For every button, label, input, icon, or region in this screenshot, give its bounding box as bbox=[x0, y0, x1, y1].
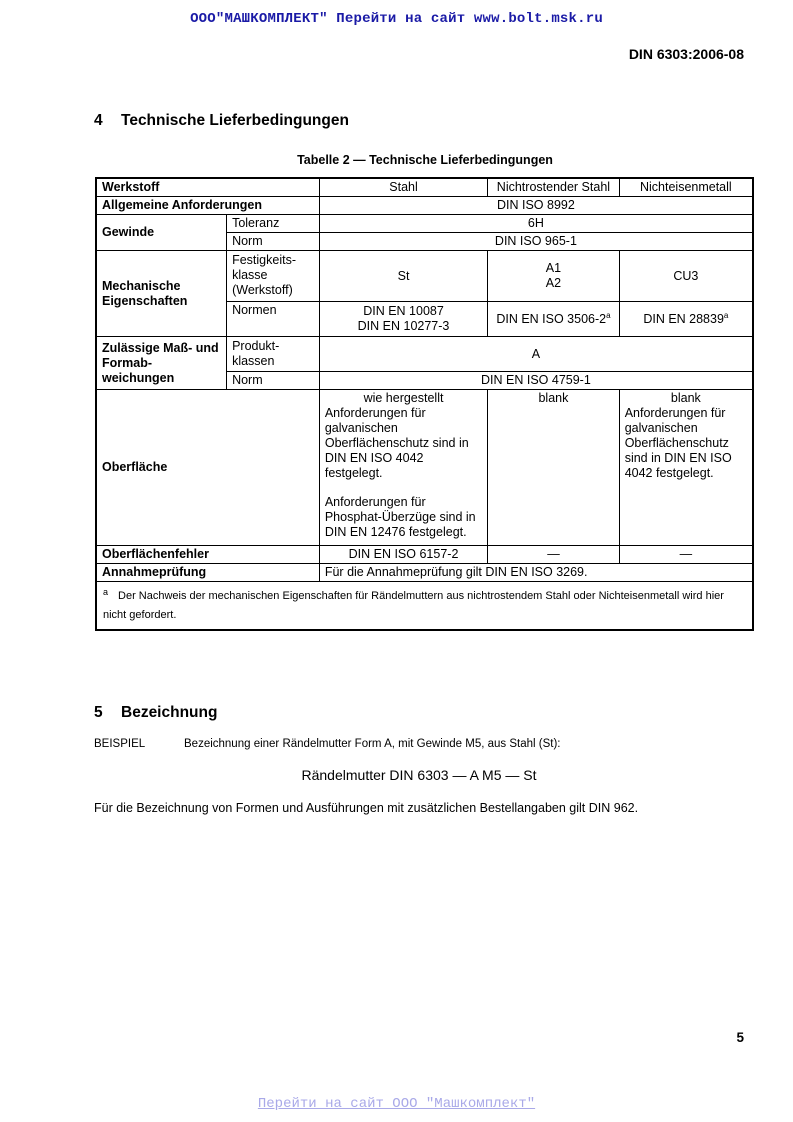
oberflaeche-stahl-p1: Anforderungen für galvanischen Oberflächenschutz sind in DIN EN ISO 4042 festgelegt. bbox=[324, 406, 469, 480]
oberflaeche-stahl-p2: Anforderungen für Phosphat-Überzüge sind in DIN EN 12476 festgelegt. bbox=[324, 495, 476, 539]
top-banner-link[interactable]: ООО"МАШКОМПЛЕКТ" Перейти на сайт www.bolt.msk.ru bbox=[190, 11, 603, 27]
oberflaeche-ne-head: blank bbox=[670, 391, 701, 405]
row-annahmepruefung bbox=[96, 564, 753, 582]
value-normen-stahl bbox=[319, 302, 487, 337]
value-allgemeine: DIN ISO 8992 bbox=[319, 197, 753, 215]
value-normen-nichteisen bbox=[619, 302, 753, 337]
row-gewinde-toleranz bbox=[96, 215, 753, 233]
label-mechanische: Mechanische Eigenschaften bbox=[96, 251, 227, 337]
table-title: Tabelle 2 — Technische Lieferbedingungen bbox=[297, 153, 553, 167]
value-fehler-nichtrostend: — bbox=[488, 546, 620, 564]
value-normen-nr-text: DIN EN ISO 3506-2 bbox=[496, 311, 607, 326]
section-4-number: 4 bbox=[94, 112, 103, 129]
row-oberflaechenfehler bbox=[96, 546, 753, 564]
row-zulaessige-produkt bbox=[96, 337, 753, 372]
header-stahl: Stahl bbox=[319, 178, 487, 197]
technical-conditions-table bbox=[95, 177, 754, 631]
paragraph-gap bbox=[325, 481, 482, 495]
value-toleranz: 6H bbox=[319, 215, 753, 233]
footer-link[interactable]: Перейти на сайт ООО "Машкомплект" bbox=[257, 1096, 536, 1112]
footnote-text: Der Nachweis der mechanischen Eigenschaften für Rändelmuttern aus nichtrostendem Stahl oder Nichteisenmetall wird hier nicht gefordert. bbox=[103, 590, 724, 621]
value-oberflaeche-nichtrostend: blank bbox=[488, 390, 620, 546]
document-id: DIN 6303:2006-08 bbox=[628, 46, 744, 62]
label-oberflaeche: Oberfläche bbox=[96, 390, 319, 546]
value-festigkeit-nichteisen: CU3 bbox=[619, 251, 753, 302]
value-festigkeit-stahl: St bbox=[319, 251, 487, 302]
value-produktklassen: A bbox=[319, 337, 753, 372]
label-allgemeine: Allgemeine Anforderungen bbox=[96, 197, 319, 215]
label-annahmepruefung: Annahmeprüfung bbox=[96, 564, 319, 582]
label-oberflaechenfehler: Oberflächenfehler bbox=[96, 546, 319, 564]
label-produktklassen: Produkt-klassen bbox=[227, 337, 320, 372]
header-werkstoff: Werkstoff bbox=[96, 178, 319, 197]
header-nichtrostend: Nichtrostender Stahl bbox=[488, 178, 620, 197]
value-zulaessige-norm: DIN EN ISO 4759-1 bbox=[319, 372, 753, 390]
label-zulaessige: Zulässige Maß- und Formab-weichungen bbox=[96, 337, 227, 390]
section-5-title: Bezeichnung bbox=[121, 704, 218, 721]
value-gewinde-norm: DIN ISO 965-1 bbox=[319, 233, 753, 251]
oberflaeche-stahl-head: wie hergestellt bbox=[363, 391, 444, 405]
header-nichteisen: Nichteisenmetall bbox=[619, 178, 753, 197]
value-festigkeit-a2: A2 bbox=[545, 276, 562, 290]
example-line bbox=[94, 738, 560, 750]
oberflaeche-ne-p1: Anforderungen für galvanischen Oberflächenschutz sind in DIN EN ISO 4042 festgelegt. bbox=[624, 406, 732, 480]
value-annahmepruefung: Für die Annahmeprüfung gilt DIN EN ISO 3269. bbox=[319, 564, 753, 582]
label-normen: Normen bbox=[227, 302, 320, 337]
value-fehler-nichteisen: — bbox=[619, 546, 753, 564]
designation-example: Rändelmutter DIN 6303 — A M5 — St bbox=[301, 767, 537, 783]
footnote-ref-a: a bbox=[606, 310, 611, 320]
value-oberflaeche-nichteisen bbox=[619, 390, 753, 546]
row-oberflaeche bbox=[96, 390, 753, 546]
value-normen-ne-text: DIN EN 28839 bbox=[643, 311, 724, 326]
label-gewinde-norm: Norm bbox=[227, 233, 320, 251]
label-gewinde: Gewinde bbox=[96, 215, 227, 251]
row-mechanische-festigkeit bbox=[96, 251, 753, 302]
label-zulaessige-norm: Norm bbox=[227, 372, 320, 390]
label-toleranz: Toleranz bbox=[227, 215, 320, 233]
footnote-ref-a: a bbox=[723, 310, 729, 320]
table-footnote bbox=[96, 582, 753, 631]
section-5-heading bbox=[94, 704, 217, 722]
value-oberflaeche-stahl bbox=[319, 390, 487, 546]
value-festigkeit-a1: A1 bbox=[545, 261, 562, 275]
value-normen-stahl-2: DIN EN 10277-3 bbox=[357, 319, 450, 333]
value-normen-stahl-1: DIN EN 10087 bbox=[363, 304, 444, 318]
section-5-number: 5 bbox=[94, 704, 103, 721]
page-number: 5 bbox=[736, 1030, 744, 1045]
value-normen-nichtrostend bbox=[488, 302, 620, 337]
section-4-title: Technische Lieferbedingungen bbox=[121, 112, 349, 129]
label-festigkeitsklasse: Festigkeits-klasse (Werkstoff) bbox=[227, 251, 320, 302]
designation-note: Für die Bezeichnung von Formen und Ausführungen mit zusätzlichen Bestellangaben gilt DIN 962. bbox=[94, 801, 639, 815]
table-header-row bbox=[96, 178, 753, 197]
row-allgemeine bbox=[96, 197, 753, 215]
value-fehler-stahl: DIN EN ISO 6157-2 bbox=[319, 546, 487, 564]
row-footnote bbox=[96, 582, 753, 631]
example-text: Bezeichnung einer Rändelmutter Form A, mit Gewinde M5, aus Stahl (St): bbox=[184, 738, 561, 750]
example-label: BEISPIEL bbox=[94, 738, 146, 750]
section-4-heading bbox=[94, 112, 349, 130]
value-festigkeit-nichtrostend bbox=[488, 251, 620, 302]
footnote-mark: a bbox=[103, 587, 109, 597]
